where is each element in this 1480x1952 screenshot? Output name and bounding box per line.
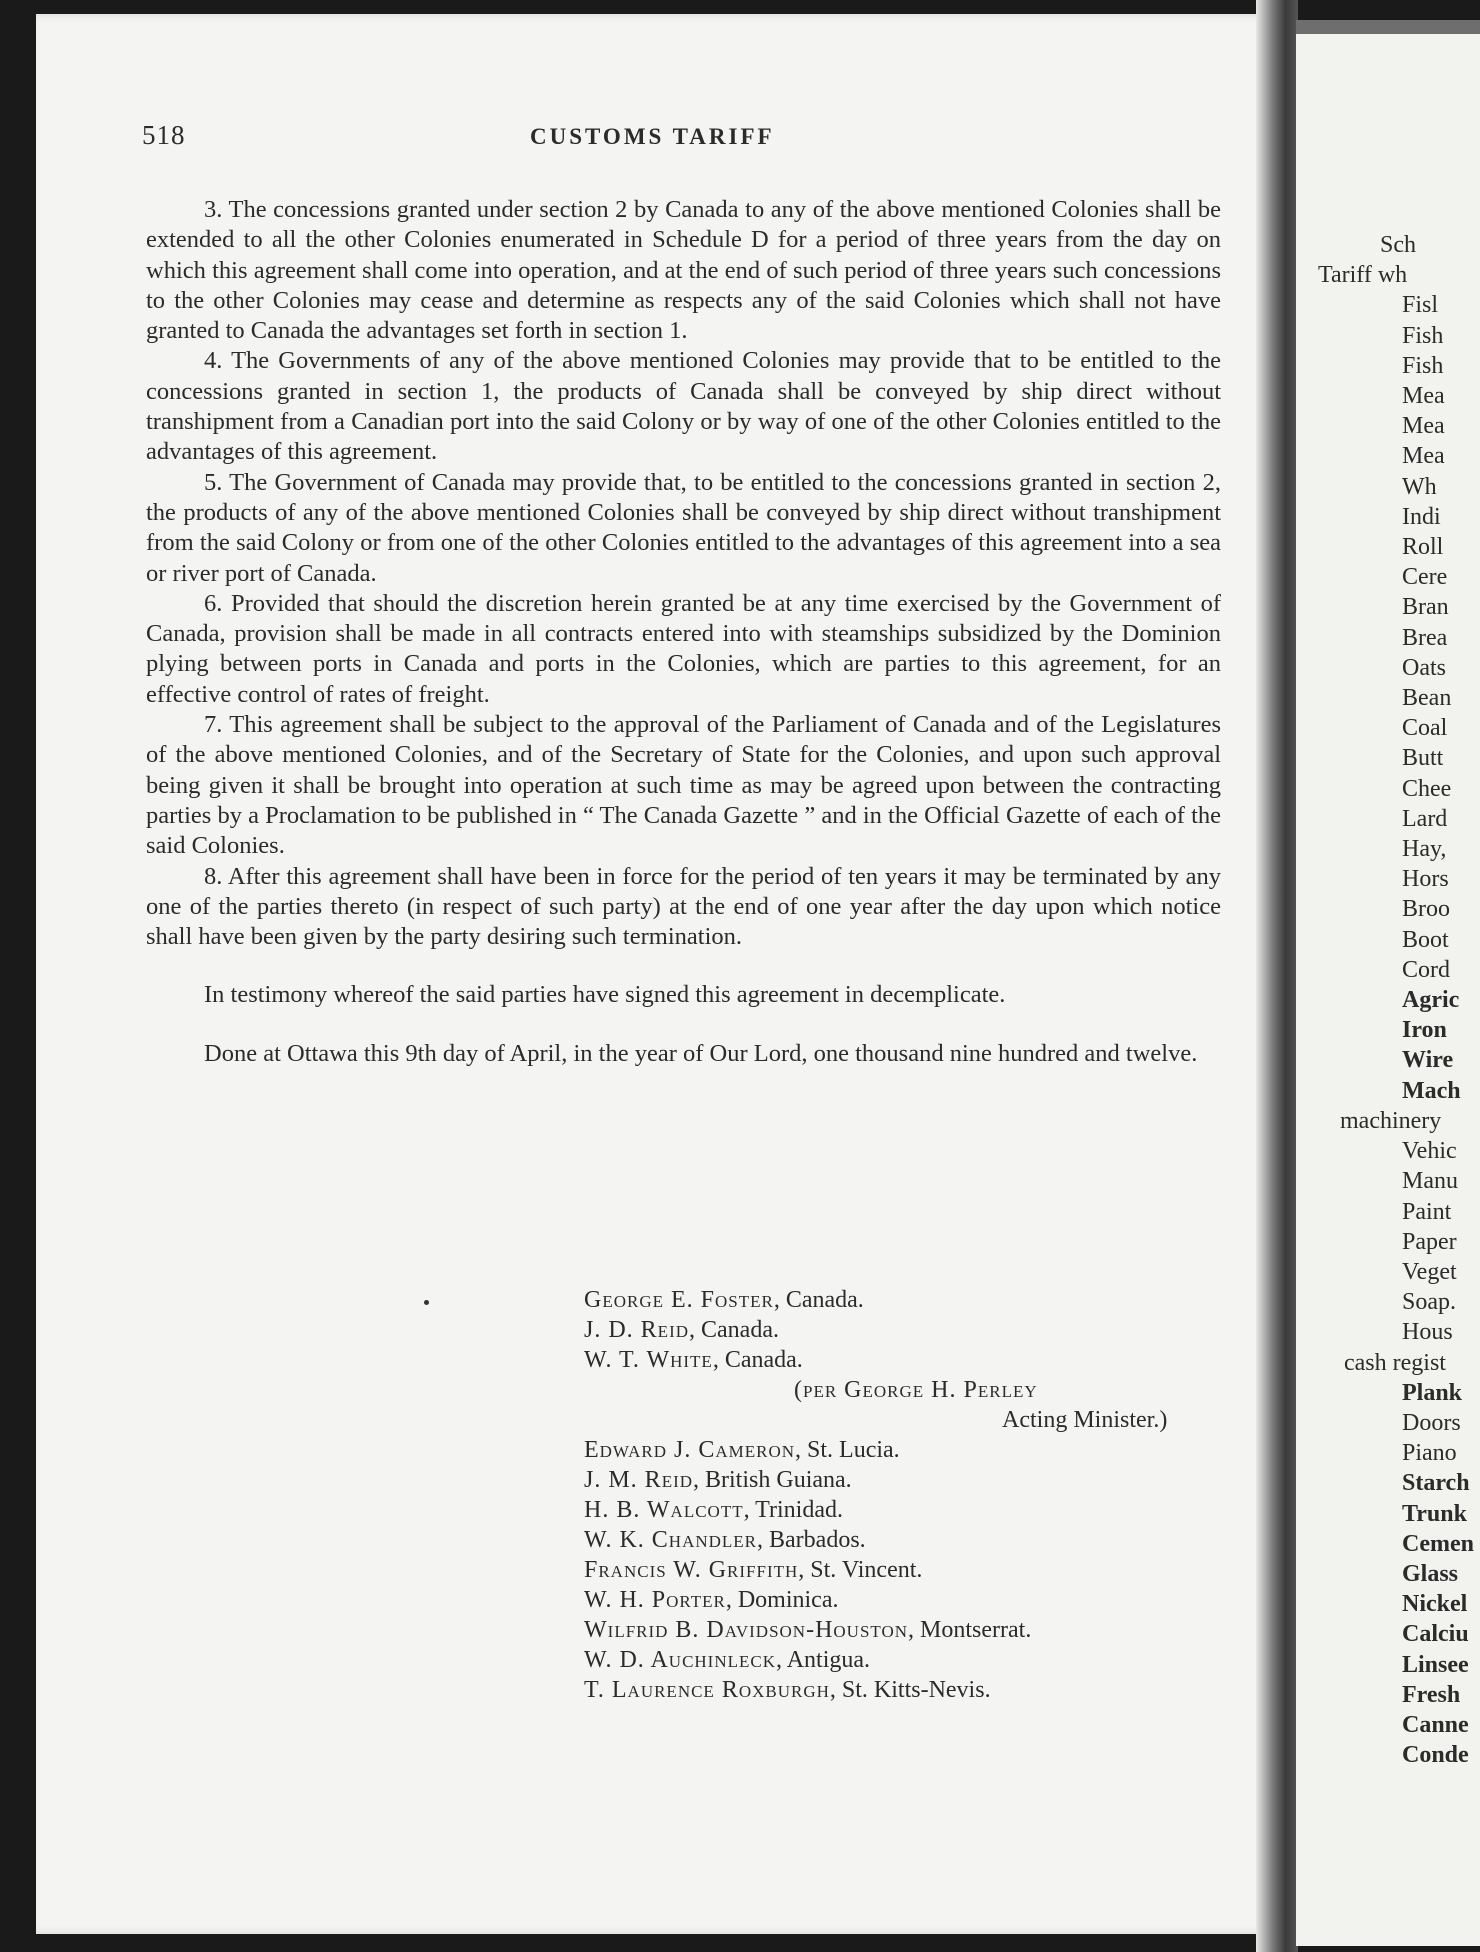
signatory: W. K. Chandler, Barbados. (584, 1527, 866, 1553)
signatory: T. Laurence Roxburgh, St. Kitts-Nevis. (584, 1677, 991, 1703)
paragraph-3: 3. The concessions granted under section 2 by Canada to any of the above mentioned Colonies shall be extended to all the other Colonies enumerated in Schedule D for a period of three years from the day on which this agreement shall come into operation, and at the end of such period of three years such concessions to the other Colonies may cease and determine as respects any of the said Colonies which shall not have granted to Canada the advantages set forth in section 1. (146, 196, 1221, 345)
right-page-line: Oats (1402, 654, 1446, 681)
signatory: W. D. Auchinleck, Antigua. (584, 1647, 871, 1673)
signatory-proxy-title: Acting Minister.) (1002, 1407, 1168, 1433)
book-gutter (1256, 0, 1298, 1952)
right-page-line: Hous (1402, 1319, 1453, 1346)
running-title: CUSTOMS TARIFF (530, 124, 775, 149)
right-page-line: Veget (1402, 1258, 1457, 1285)
right-page-line: Canne (1402, 1711, 1469, 1738)
page-number: 518 (142, 120, 186, 150)
right-page-line: Wh (1402, 473, 1437, 500)
right-page-line: Paper (1402, 1228, 1457, 1255)
right-page-line: Boot (1402, 926, 1449, 953)
paragraph-8: 8. After this agreement shall have been in force for the period of ten years it may be terminated by any one of the parties thereto (in respect of such party) at the end of one year after the day upon which notice shall have been given by the party desiring such termination. (146, 862, 1221, 951)
right-page-line: Agric (1402, 987, 1460, 1014)
right-page-line: Doors (1402, 1409, 1461, 1436)
signature-block (584, 1285, 1167, 1705)
right-page-line: Soap. (1402, 1289, 1456, 1316)
signatory: W. T. White, Canada. (584, 1347, 803, 1373)
right-page-line: Calciu (1402, 1621, 1469, 1648)
right-page-line: Trunk (1402, 1500, 1467, 1527)
signatory: W. H. Porter, Dominica. (584, 1587, 839, 1613)
right-page-line: Sch (1380, 232, 1416, 258)
right-page-text (1318, 230, 1474, 1770)
paragraph-5: 5. The Government of Canada may provide that, to be entitled to the concessions granted in section 2, the products of any of the above mentioned Colonies shall be conveyed by ship direct without transhipment from the said Colony or from one of the other Colonies entitled to the advantages of this agreement into a sea or river port of Canada. (146, 468, 1221, 587)
right-page-line: Cemen (1402, 1530, 1474, 1557)
right-page-line: Wire (1402, 1047, 1454, 1074)
stray-ink-mark (424, 1300, 429, 1305)
right-page-line: Plank (1402, 1379, 1463, 1406)
right-page-line: Mea (1402, 443, 1445, 470)
right-page-line: Cord (1402, 956, 1450, 983)
right-page-line: Mach (1402, 1077, 1461, 1104)
right-page-line: Hors (1402, 866, 1449, 893)
right-page-line: Linsee (1402, 1651, 1469, 1678)
right-page-line: Brea (1402, 624, 1448, 651)
right-page-line: Hay, (1402, 836, 1447, 863)
signatory: Edward J. Cameron, St. Lucia. (584, 1437, 900, 1463)
body-text (146, 195, 1221, 1069)
right-page-line: Fresh (1402, 1681, 1461, 1708)
right-page-line: Fish (1402, 352, 1444, 379)
right-page-line: Fisl (1402, 292, 1439, 319)
signatory: Wilfrid B. Davidson-Houston, Montserrat. (584, 1617, 1032, 1643)
right-page-line: Bran (1402, 594, 1449, 621)
right-page-line: Glass (1402, 1560, 1459, 1587)
signatory: Francis W. Griffith, St. Vincent. (584, 1557, 923, 1583)
right-page-line: cash regist (1344, 1349, 1446, 1376)
right-page-line: Conde (1402, 1742, 1469, 1769)
right-page-line: Mea (1402, 413, 1445, 440)
right-page-line: Tariff wh (1318, 262, 1408, 289)
done-at-clause: Done at Ottawa this 9th day of April, in the year of Our Lord, one thousand nine hundred and twelve. (204, 1039, 1198, 1067)
right-page-line: Fish (1402, 322, 1444, 349)
right-page-line: Starch (1402, 1470, 1470, 1497)
signatory: J. M. Reid, British Guiana. (584, 1467, 852, 1493)
right-page-line: Piano (1402, 1440, 1457, 1467)
right-page-line: Mea (1402, 383, 1445, 410)
right-page-line: machinery (1340, 1107, 1442, 1134)
right-page-line: Iron (1402, 1017, 1447, 1044)
right-page-line: Bean (1402, 685, 1452, 712)
paragraph-7: 7. This agreement shall be subject to the approval of the Parliament of Canada and of the Legislatures of the above mentioned Colonies, and of the Secretary of State for the Colonies, and upon such approval being given it shall be brought into operation at such time as may be agreed upon between the contracting parties by a Proclamation to be published in “ The Canada Gazette ” and in the Official Gazette of each of the said Colonies. (146, 711, 1221, 860)
signatory: J. D. Reid, Canada. (584, 1317, 779, 1343)
signatory-proxy: (per George H. Perley (794, 1377, 1038, 1403)
right-page-line: Nickel (1402, 1591, 1468, 1618)
paragraph-4: 4. The Governments of any of the above mentioned Colonies may provide that to be entitled to the concessions granted in section 1, the products of Canada shall be conveyed by ship direct without transhipment from a Canadian port into the said Colony or by way of one of the other Colonies entitled to the advantages of this agreement. (146, 347, 1221, 466)
right-page-line: Lard (1402, 805, 1448, 832)
right-page-line: Coal (1402, 715, 1448, 742)
right-page-line: Roll (1402, 534, 1444, 561)
right-page-line: Broo (1402, 896, 1450, 923)
right-page-line: Chee (1402, 775, 1452, 802)
right-page-line: Vehic (1402, 1138, 1457, 1165)
signatory: George E. Foster, Canada. (584, 1287, 864, 1313)
paragraph-6: 6. Provided that should the discretion herein granted be at any time exercised by the Government of Canada, provision shall be made in all contracts entered into with steamships subsidized by the Dominion plying between ports in Canada and ports in the Colonies, which are parties to this agreement, for an effective control of rates of freight. (146, 589, 1221, 708)
right-page-line: Cere (1402, 564, 1448, 591)
right-page-line: Butt (1402, 745, 1444, 772)
right-page-line: Paint (1402, 1198, 1452, 1225)
testimony-clause: In testimony whereof the said parties have signed this agreement in decemplicate. (204, 981, 1006, 1009)
right-page-line: Indi (1402, 503, 1441, 530)
right-page-line: Manu (1402, 1168, 1458, 1195)
signatory: H. B. Walcott, Trinidad. (584, 1497, 843, 1523)
